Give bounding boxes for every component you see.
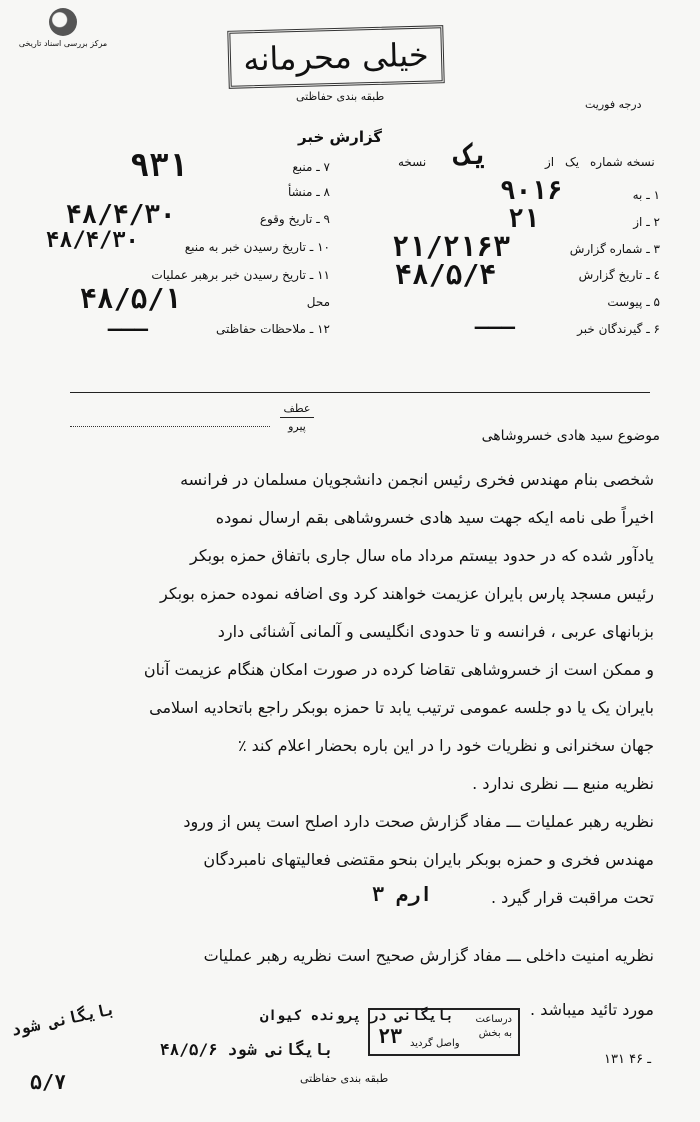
report-subject: موضوع سید هادی خسروشاهی — [481, 428, 660, 444]
stamp-line-time: درساعت — [475, 1014, 512, 1025]
classification-top: طبقه بندی حفاظتی — [296, 90, 385, 103]
copy-number-label: نسخه شماره — [590, 155, 655, 169]
archive-logo — [8, 8, 118, 48]
logo-caption: مرکز بررسی اسناد تاریخی — [18, 39, 108, 48]
field-report-number-label: ۳ ـ شماره گزارش — [569, 242, 660, 256]
body-line: جهان سخنرانی و نظریات خود را در این باره بحضار اعلام کند ٪ — [237, 736, 654, 755]
atf-label: عطف — [283, 402, 311, 415]
classification-bottom: طبقه بندی حفاظتی — [300, 1072, 389, 1085]
body-line: و ممکن است از خسروشاهی تقاضا کرده در صورت امکان هنگام عزیمت آنان — [143, 660, 654, 679]
field-report-number-value: ۲۱/۲۱۶۳ — [392, 230, 511, 263]
body-line: تحت مراقبت قرار گیرد . — [491, 888, 654, 907]
copies-handwritten: یک — [455, 138, 489, 171]
atf-sub-label: پیرو — [288, 420, 306, 433]
field-report-date-label: ٤ ـ تاریخ گزارش — [578, 268, 660, 282]
form-number: ۱۳۱ ـ ۴۶ — [604, 1052, 652, 1067]
priority-label: درجه فوریت — [585, 98, 642, 111]
field-security-notes-label: ۱۲ ـ ملاحظات حفاظتی — [216, 322, 330, 336]
body-line: بایران یک یا دو جلسه عمومی ترتیب یابد تا حمزه بوبکر راجع باتحادیه اسلامی — [149, 698, 654, 717]
copy-label: نسخه — [398, 155, 427, 169]
field-recipients-value: ـــ — [475, 310, 515, 335]
body-line: رئیس مسجد پارس بایران عزیمت خواهند کرد وی اضافه نموده حمزه بوبکر — [160, 584, 654, 603]
field-occurrence-date-label: ۹ ـ تاریخ وقوع — [259, 212, 330, 226]
field-source-received-value: ۴۸/۴/۳۰ — [46, 228, 139, 253]
body-line: اخیراً طی نامه ایکه جهت سید هادی خسروشاهی بقم ارسال نموده — [215, 508, 654, 527]
field-place-label: محل — [306, 295, 330, 309]
field-security-notes-value: ـــ — [108, 312, 148, 337]
body-line: مورد تائید میباشد . — [530, 1000, 654, 1019]
side-note-1: بایگانی شود — [9, 999, 117, 1040]
atf-dotted-line — [70, 426, 270, 427]
field-from-value: ۲۱ — [508, 204, 540, 234]
field-origin-label: ۸ ـ منشأ — [287, 185, 330, 199]
stamp-line-received: واصل گردید — [410, 1038, 460, 1049]
body-line: بزبانهای عربی ، فرانسه و تا حدودی انگلیسی و آلمانی آشنائی دارد — [217, 622, 654, 641]
atf-block — [280, 402, 314, 433]
report-title: گزارش خبر — [298, 128, 383, 146]
field-occurrence-date-value: ۴۸/۴/۳۰ — [66, 200, 176, 230]
body-line: شخصی بنام مهندس فخری رئیس انجمن دانشجویان مسلمان در فرانسه — [180, 470, 654, 489]
bottom-handwritten-note: بایگانی شود ۴۸/۵/۶ — [160, 1040, 334, 1059]
field-recipients-label: ۶ ـ گیرندگان خبر — [577, 322, 660, 336]
top-secret-stamp: خیلی محرمانه — [227, 25, 444, 89]
field-place-value: ۴۸/۵/۱ — [80, 282, 182, 315]
logo-icon — [49, 8, 77, 36]
stamp-line-section: به بخش — [478, 1028, 512, 1039]
copy-number: یک — [565, 155, 580, 169]
copy-of-label: از — [545, 155, 555, 169]
field-to-value: ۹۰۱۶ — [500, 176, 563, 206]
signature-note: بایگانی در پرونده کیوان — [260, 1008, 454, 1024]
margin-note: ارم ۳ — [372, 882, 433, 906]
field-from-label: ۲ ـ از — [633, 215, 660, 229]
atf-divider — [280, 417, 314, 418]
stamp-handwritten: ۲۳ — [378, 1024, 403, 1048]
field-source-value: ۹۳۱ — [130, 146, 188, 184]
field-attachment-label: ۵ ـ پیوست — [607, 295, 660, 309]
field-source-received-label: ۱۰ ـ تاریخ رسیدن خبر به منبع — [184, 240, 330, 254]
field-source-label: ۷ ـ منبع — [292, 160, 330, 174]
field-ops-received-label: ۱۱ ـ تاریخ رسیدن خبر برهبر عملیات — [151, 268, 330, 282]
body-line: نظریه رهبر عملیات ـــ مفاد گزارش صحت دارد اصلح است پس از ورود — [183, 812, 654, 831]
body-line: نظریه منبع ـــ نظری ندارد . — [472, 774, 654, 793]
body-line: یادآور شده که در حدود بیستم مرداد ماه سال جاری باتفاق حمزه بوبکر — [190, 546, 654, 565]
field-report-date-value: ۴۸/۵/۴ — [395, 258, 497, 291]
field-to-label: ۱ ـ به — [632, 188, 660, 202]
side-note-2: ۵/۷ — [30, 1070, 67, 1094]
body-line: مهندس فخری و حمزه بوبکر بایران بنحو مقتضی فعالیتهای نامبردگان — [203, 850, 654, 869]
header-separator — [70, 392, 650, 393]
body-line: نظریه امنیت داخلی ـــ مفاد گزارش صحیح است نظریه رهبر عملیات — [203, 946, 654, 965]
